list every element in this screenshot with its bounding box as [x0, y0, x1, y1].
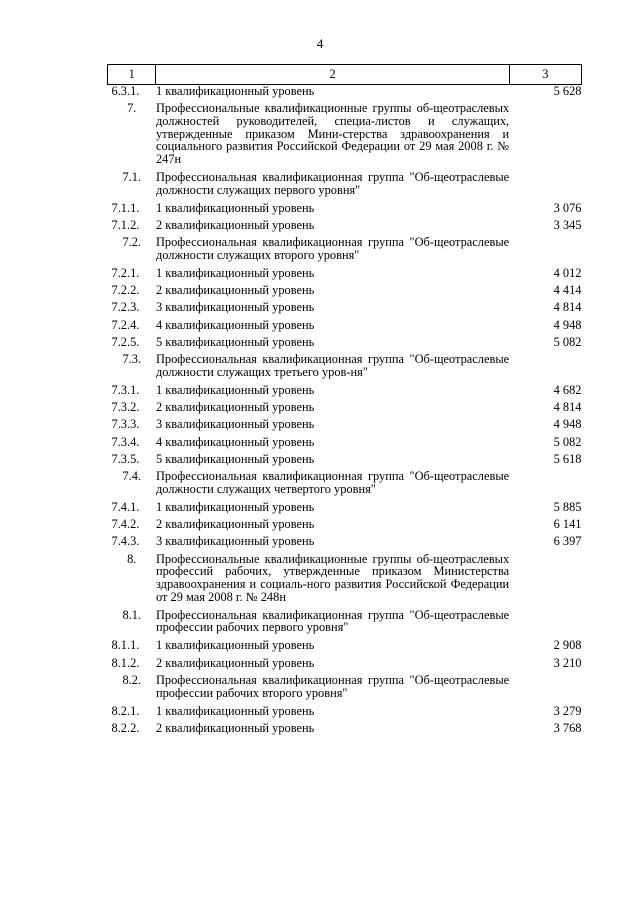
table-body [108, 85, 582, 740]
row-value: 3 076 [553, 200, 582, 215]
table-row [108, 301, 582, 318]
group-row [108, 553, 582, 609]
table-row [108, 705, 582, 722]
table-row [108, 535, 582, 552]
row-number: 7.1. [122, 169, 142, 184]
table-row [108, 518, 582, 535]
table-row [108, 453, 582, 470]
row-title: Профессиональные квалификационные группы об-щеотраслевых профессий рабочих, утвержденные приказом Министерства здравоохранения и социаль-ного развития Российской Федерации от 29 мая 2008 г. № 248н [155, 551, 510, 604]
row-number: 7. [127, 101, 137, 116]
table-row [108, 384, 582, 401]
row-value: 4 414 [553, 283, 582, 298]
row-title: 2 квалификационный уровень [155, 517, 315, 532]
table-row [108, 202, 582, 219]
row-number: 6.3.1. [111, 84, 140, 98]
table-header [108, 65, 582, 85]
row-number: 7.3.2. [111, 400, 140, 415]
row-title: Профессиональные квалификационные группы об-щеотраслевых должностей руководителей, специа-листов и служащих, утвержденные приказом Мини-стерства здравоохранения и социального развития Российской Федерации от 29 мая 2008 г. № 247н [155, 101, 510, 166]
row-value: 6 397 [553, 534, 582, 549]
row-value [509, 470, 581, 501]
row-title: 5 квалификационный уровень [155, 451, 315, 466]
row-value: 3 345 [553, 217, 582, 232]
column-header-name: 2 [156, 65, 509, 85]
row-number: 7.4.2. [111, 517, 140, 532]
row-value: 3 279 [553, 703, 582, 718]
row-value: 4 012 [553, 265, 582, 280]
row-value [509, 553, 581, 609]
row-value: 5 082 [553, 434, 582, 449]
row-title: Профессиональная квалификационная группа "Об-щеотраслевые профессии рабочих первого уровня" [155, 607, 510, 635]
table-row [108, 501, 582, 518]
row-value: 3 768 [553, 720, 582, 735]
table-row [108, 284, 582, 301]
row-value [509, 102, 581, 171]
row-title: 2 квалификационный уровень [155, 217, 315, 232]
row-number: 8.2.1. [111, 703, 140, 718]
row-title: 1 квалификационный уровень [155, 638, 315, 653]
row-number: 7.1.1. [111, 200, 140, 215]
row-title: 1 квалификационный уровень [155, 265, 315, 280]
salary-table [107, 64, 582, 739]
row-title: 4 квалификационный уровень [155, 317, 315, 332]
row-value: 5 885 [553, 499, 582, 514]
row-value: 4 948 [553, 417, 582, 432]
row-title: Профессиональная квалификационная группа "Об-щеотраслевые должности служащих первого уровня" [155, 169, 510, 197]
row-title: 5 квалификационный уровень [155, 334, 315, 349]
row-number: 7.2.5. [111, 334, 140, 349]
table-row [108, 418, 582, 435]
table-row [108, 319, 582, 336]
row-value: 5 082 [553, 334, 582, 349]
row-number: 8.1.1. [111, 638, 140, 653]
group-row [108, 674, 582, 705]
group-row [108, 236, 582, 267]
row-title: Профессиональная квалификационная группа "Об-щеотраслевые профессии рабочих второго уровня" [155, 672, 510, 700]
row-title: 2 квалификационный уровень [155, 400, 315, 415]
table-row [108, 657, 582, 674]
row-number: 7.2.1. [111, 265, 140, 280]
row-title: 3 квалификационный уровень [155, 534, 315, 549]
table-row [108, 401, 582, 418]
column-header-number: 1 [108, 65, 156, 85]
row-number: 7.4.1. [111, 499, 140, 514]
row-title: 2 квалификационный уровень [155, 720, 315, 735]
row-value: 5 618 [553, 451, 582, 466]
table-row [108, 219, 582, 236]
row-value: 3 210 [553, 655, 582, 670]
row-number: 7.3.3. [111, 417, 140, 432]
page-number: 4 [316, 36, 324, 51]
row-title: 2 квалификационный уровень [155, 283, 315, 298]
column-header-value: 3 [509, 65, 581, 85]
table-row [108, 336, 582, 353]
row-number: 7.4. [122, 469, 142, 484]
row-number: 8.2.2. [111, 720, 140, 735]
group-row [108, 102, 582, 171]
row-number: 8. [127, 551, 137, 566]
table-row [108, 85, 582, 103]
table-row [108, 267, 582, 284]
row-title: Профессиональная квалификационная группа "Об-щеотраслевые должности служащих третьего уров-ня" [155, 352, 510, 379]
row-value [509, 353, 581, 384]
row-number: 8.1.2. [111, 655, 140, 670]
row-number: 7.2.2. [111, 283, 140, 298]
row-number: 8.2. [122, 672, 142, 687]
row-title: Профессиональная квалификационная группа "Об-щеотраслевые должности служащих четвертого уровня" [155, 469, 510, 496]
row-number: 7.4.3. [111, 534, 140, 549]
row-value [509, 171, 581, 202]
row-title: 1 квалификационный уровень [155, 499, 315, 514]
row-number: 7.3.5. [111, 451, 140, 466]
row-title: 1 квалификационный уровень [155, 84, 315, 98]
row-value: 4 814 [553, 400, 582, 415]
row-number: 7.2. [122, 235, 142, 250]
row-value: 4 948 [553, 317, 582, 332]
row-number: 7.3.4. [111, 434, 140, 449]
table-row [108, 436, 582, 453]
row-number: 7.1.2. [111, 217, 140, 232]
row-number: 7.2.4. [111, 317, 140, 332]
row-title: Профессиональная квалификационная группа "Об-щеотраслевые должности служащих второго уровня" [155, 235, 510, 262]
row-title: 1 квалификационный уровень [155, 200, 315, 215]
row-number: 7.3. [122, 352, 142, 367]
row-value: 5 628 [553, 84, 582, 98]
row-title: 2 квалификационный уровень [155, 655, 315, 670]
row-value: 4 682 [553, 382, 582, 397]
row-value [509, 236, 581, 267]
row-value: 4 814 [553, 300, 582, 315]
row-value [509, 674, 581, 705]
row-number: 7.2.3. [111, 300, 140, 315]
row-number: 8.1. [122, 607, 142, 622]
row-title: 1 квалификационный уровень [155, 703, 315, 718]
row-title: 3 квалификационный уровень [155, 417, 315, 432]
group-row [108, 353, 582, 384]
header-row [108, 65, 582, 85]
table-row [108, 639, 582, 656]
row-title: 4 квалификационный уровень [155, 434, 315, 449]
row-number: 7.3.1. [111, 382, 140, 397]
table-row [108, 722, 582, 739]
group-row [108, 609, 582, 640]
row-title: 3 квалификационный уровень [155, 300, 315, 315]
row-value: 6 141 [553, 517, 582, 532]
group-row [108, 470, 582, 501]
row-title: 1 квалификационный уровень [155, 382, 315, 397]
group-row [108, 171, 582, 202]
row-value: 2 908 [553, 638, 582, 653]
row-value [509, 609, 581, 640]
